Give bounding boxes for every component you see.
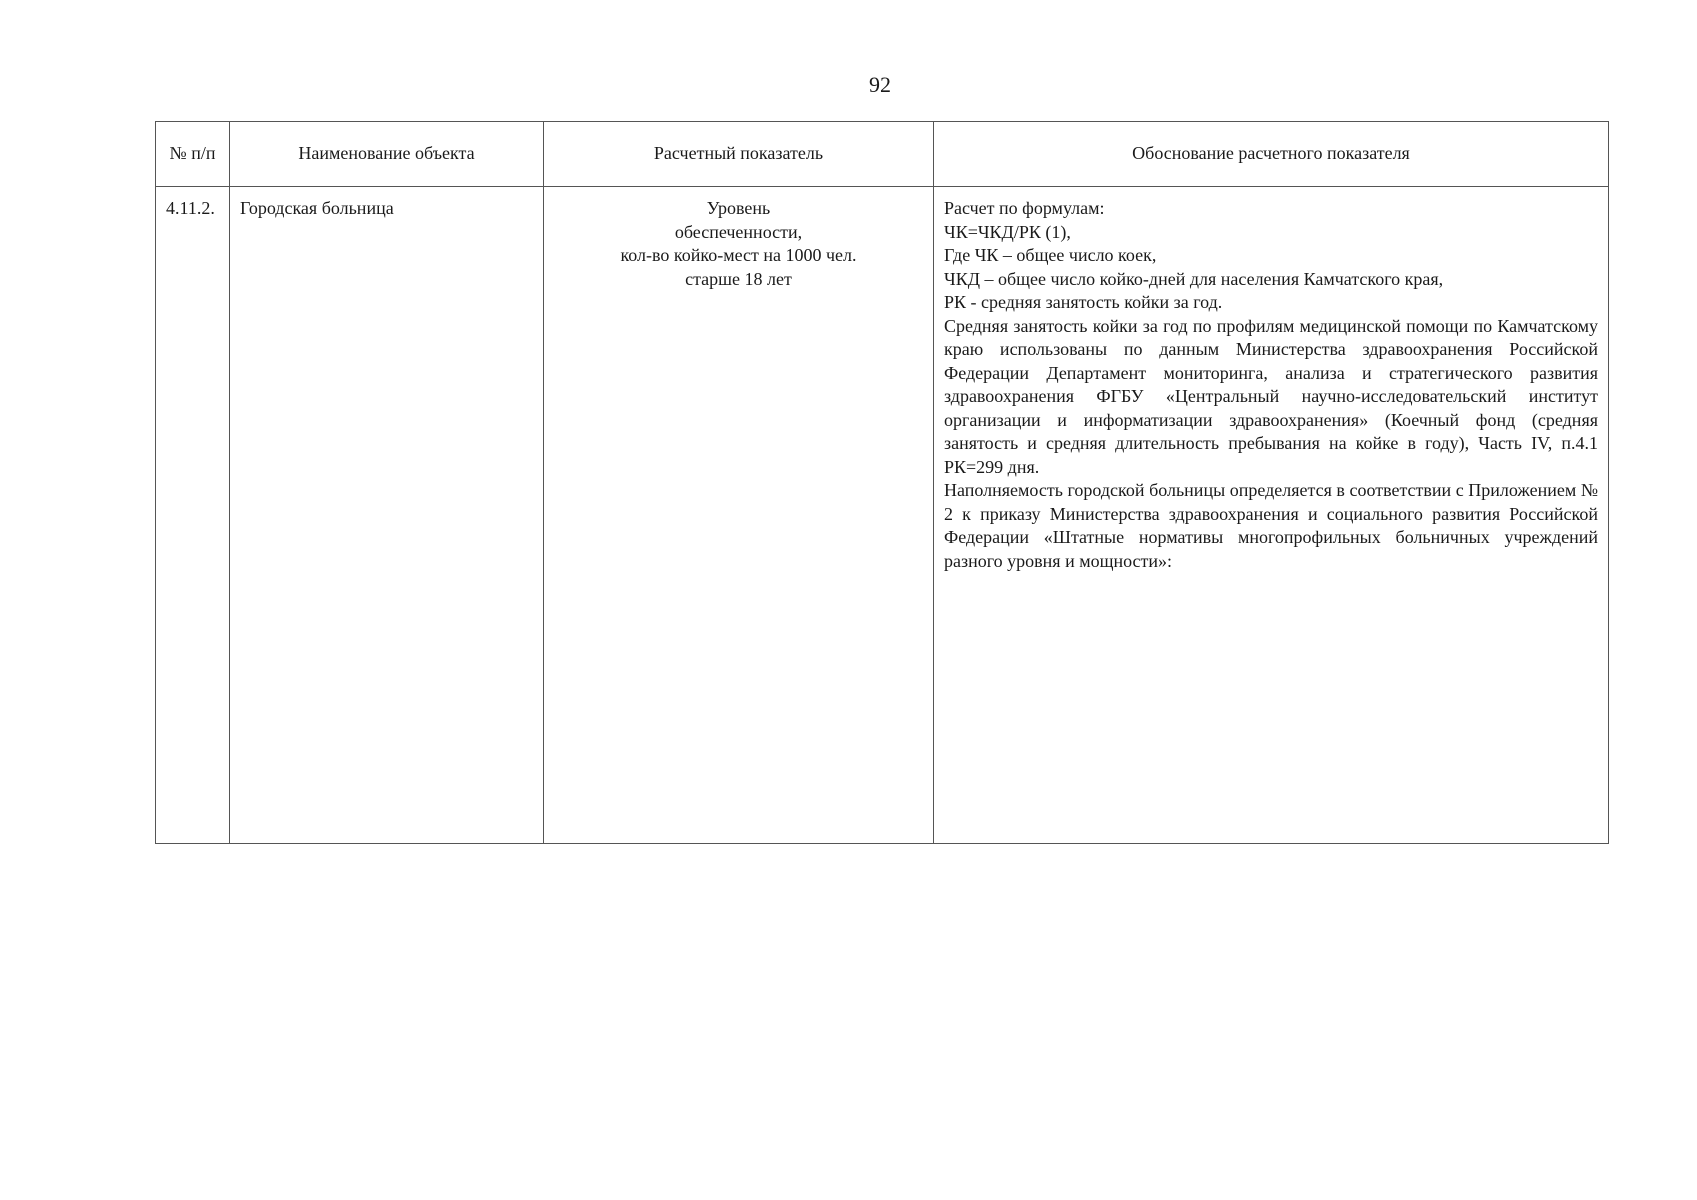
row-num: 4.11.2. — [156, 187, 230, 844]
header-indicator: Расчетный показатель — [544, 122, 934, 187]
basis-line: Расчет по формулам: — [944, 198, 1105, 218]
header-name: Наименование объекта — [230, 122, 544, 187]
basis-line: РК - средняя занятость койки за год. — [944, 292, 1223, 312]
basis-line: ЧКД – общее число койко-дней для населения Камчатского края, — [944, 268, 1444, 289]
basis-paragraph: Наполняемость городской больницы определяется в соответствии с Приложением № 2 к приказу Министерства здравоохранения и социального развития Российской Федерации «Штатные нормативы многопрофильных больничных учреждений разного уровня и мощности»: — [944, 480, 1598, 571]
basis-line: Где ЧК – общее число коек, — [944, 245, 1157, 265]
header-num: № п/п — [156, 122, 230, 187]
basis-formula: ЧК=ЧКД/РК (1), — [944, 221, 1071, 242]
indicator-line: Уровень — [706, 198, 771, 218]
indicator-line: старше 18 лет — [685, 268, 792, 289]
table-row — [156, 187, 1609, 844]
indicator-line: обеспеченности, — [674, 221, 803, 242]
header-basis: Обоснование расчетного показателя — [934, 122, 1609, 187]
indicator-line: кол-во койко-мест на 1000 чел. — [620, 245, 857, 265]
row-indicator — [544, 187, 934, 844]
row-name: Городская больница — [230, 187, 544, 844]
basis-paragraph: Средняя занятость койки за год по профилям медицинской помощи по Камчатскому краю использованы по данным Министерства здравоохранения Российской Федерации Департамент мониторинга, анализа и стратегического развития здравоохранения ФГБУ «Центральный научно-исследовательский институт организации и информатизации здравоохранения» (Коечный фонд (средняя занятость и средняя длительность пребывания на койке в году), Часть IV, п.4.1 РК=299 дня. — [944, 315, 1598, 477]
indicator-table — [155, 121, 1609, 844]
row-basis — [934, 187, 1609, 844]
table-header-row — [156, 122, 1609, 187]
page-number: 92 — [869, 72, 891, 97]
